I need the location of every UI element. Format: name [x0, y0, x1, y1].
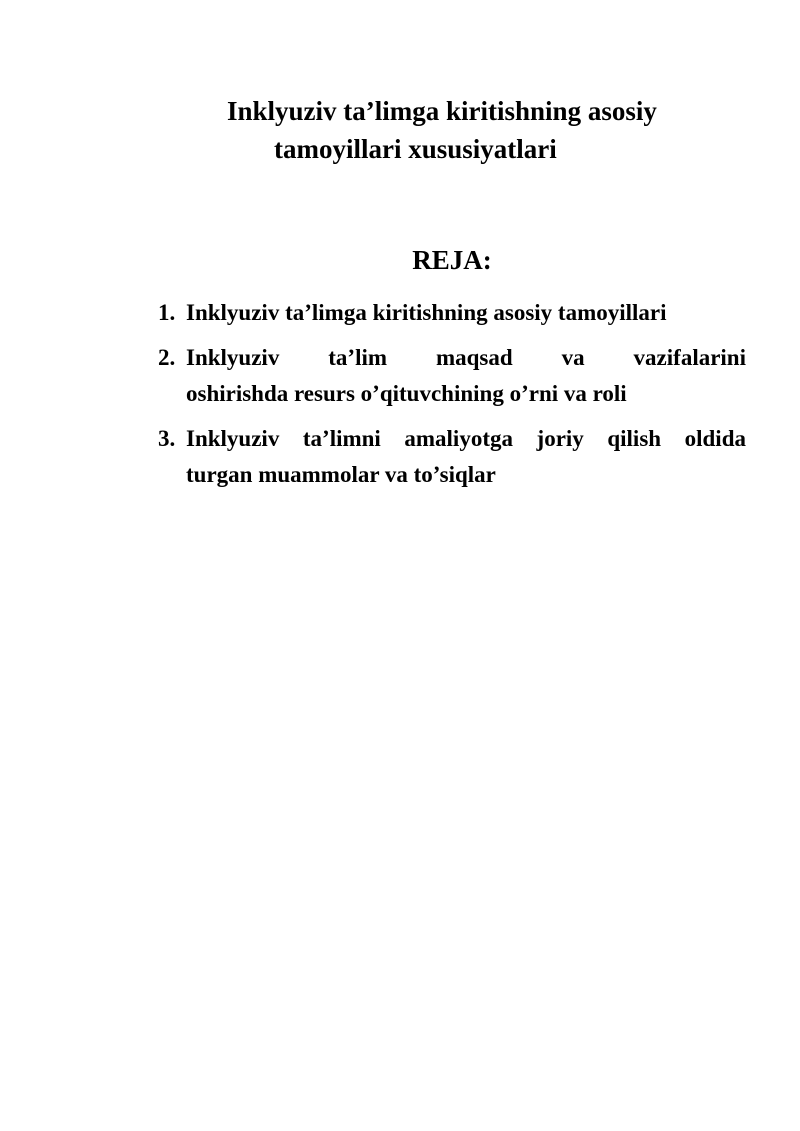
plan-item-text-line-1: Inklyuziv ta’limga kiritishning asosiy tamoyillari	[186, 300, 667, 325]
plan-heading: REJA:	[412, 245, 492, 275]
plan-item-3	[158, 421, 746, 493]
plan-item-text-line-1: Inklyuziv ta’lim maqsad va vazifalarini	[186, 345, 746, 370]
document-title	[200, 92, 720, 168]
plan-item-number: 2.	[158, 345, 176, 370]
title-line-2: tamoyillari xususiyatlari	[274, 134, 557, 164]
plan-item-number: 3.	[158, 426, 176, 451]
plan-item-1	[158, 295, 746, 331]
plan-item-text-line-2: turgan muammolar va to’siqlar	[186, 462, 496, 487]
plan-list	[158, 295, 746, 502]
plan-item-text-line-1: Inklyuziv ta’limni amaliyotga joriy qilish oldida	[186, 426, 746, 451]
plan-item-number: 1.	[158, 300, 176, 325]
plan-item-2	[158, 340, 746, 412]
title-line-1: Inklyuziv ta’limga kiritishning asosiy	[227, 96, 657, 126]
plan-item-text-line-2: oshirishda resurs o’qituvchining o’rni va roli	[186, 381, 627, 406]
